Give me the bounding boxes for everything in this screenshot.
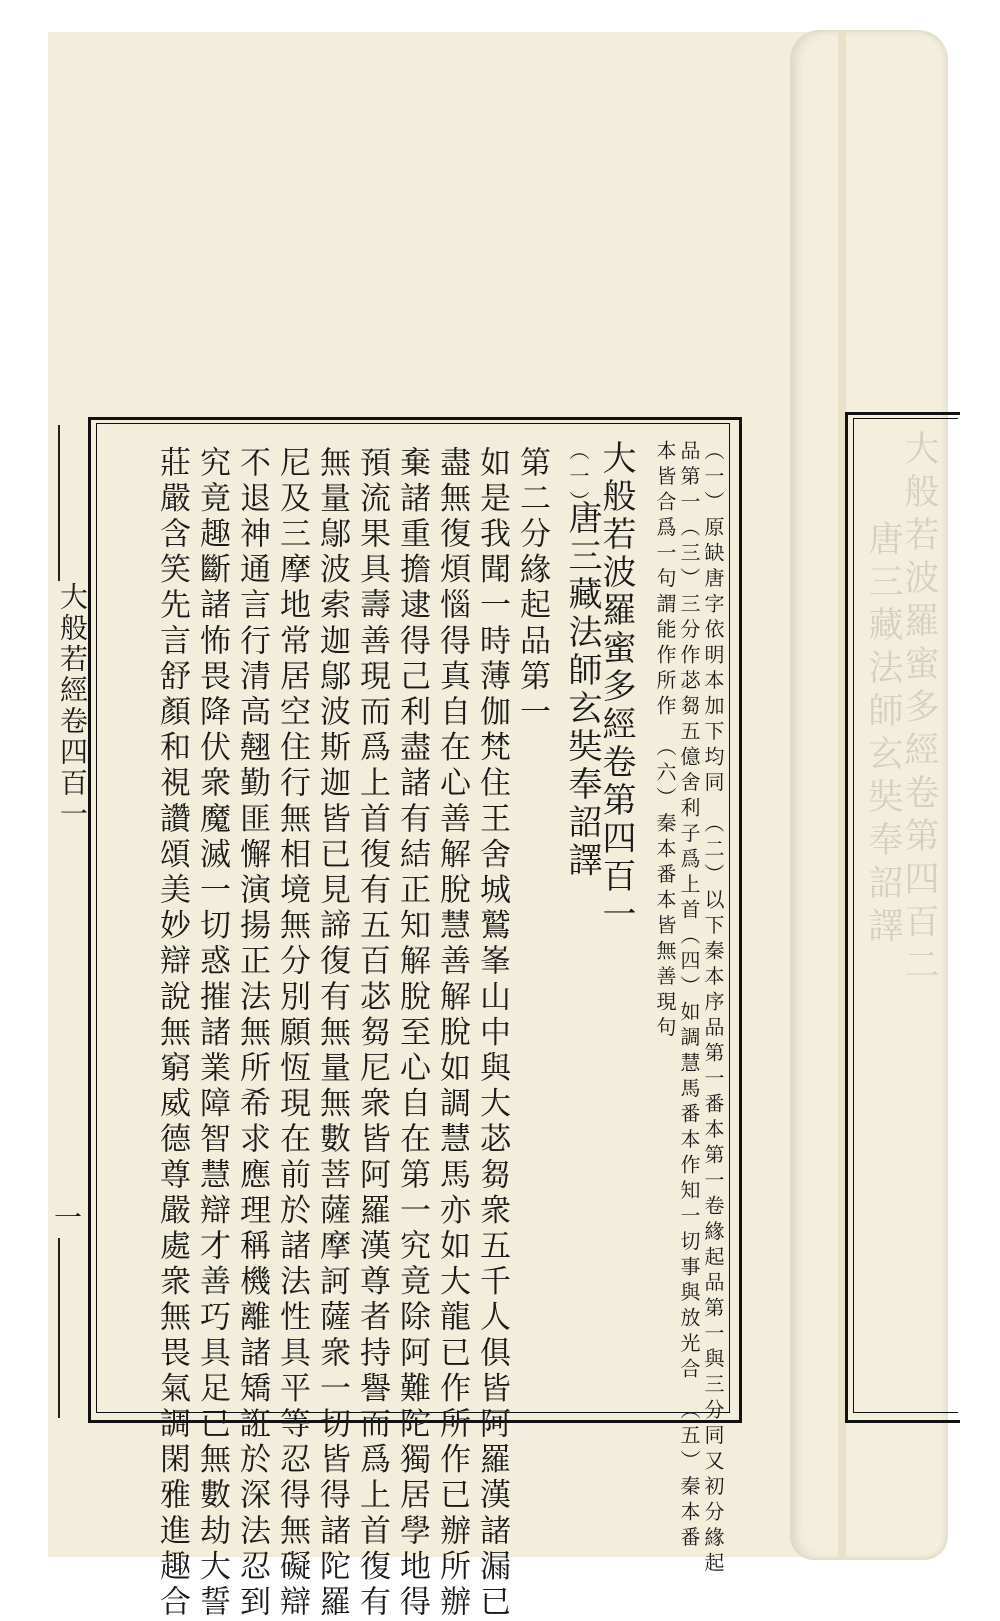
fold-edge-top — [48, 425, 60, 581]
banxin-leaf-number: 一 — [54, 1201, 83, 1234]
note-column-2: 品第一（三）三分作苾芻五億舍利子爲上首（四）如調慧馬番本作知一切事與放光合 （五）秦本番 — [677, 440, 701, 1552]
body-column-2: 盡無復煩惱得真自在心善解脫慧善解脫如調慧馬亦如大龍已作所作已辦所辦 — [434, 446, 470, 1621]
body-column-3: 棄諸重擔逮得己利盡諸有結正知解脫至心自在第一究竟除阿難陀獨居學地得 — [394, 446, 430, 1621]
body-column-6: 尼及三摩地常居空住行無相境無分別願恆現在前於諸法性具平等忍得無礙辯 — [274, 446, 310, 1621]
translator-line: 唐三藏法師玄奘奉詔譯 — [562, 500, 602, 880]
banxin-title: 大般若經卷四百一 — [56, 582, 89, 830]
chapter-title: 第二分緣起品第一 — [514, 446, 550, 731]
body-column-4: 預流果具壽善現而爲上首復有五百苾芻尼衆皆阿羅漢尊者持譽而爲上首復有 — [354, 446, 390, 1621]
body-column-5: 無量鄔波索迦鄔波斯迦皆已見諦復有無量無數菩薩摩訶薩衆一切皆得諸陀羅 — [314, 446, 350, 1621]
facing-page-show-through-1: 大般若波羅蜜多經卷第四百二 — [899, 430, 939, 989]
body-column-7: 不退神通言行清高翹勤匪懈演揚正法無所希求應理稱機離諸矯誑於深法忍到 — [234, 446, 270, 1621]
note-column-3: 本皆合爲一句謂能作所作 （六）秦本番本皆無善現句 — [653, 440, 677, 1042]
body-column-9: 莊嚴含笑先言舒顏和視讚頌美妙辯說無窮威德尊嚴處衆無畏氣調閑雅進趣合 — [154, 446, 190, 1621]
translator-note-mark: （一） — [566, 440, 590, 517]
scroll-title: 大般若波羅蜜多經卷第四百一 — [596, 440, 636, 934]
body-column-8: 究竟趣斷諸怖畏降伏衆魔滅一切惑摧諸業障智慧辯才善巧具足已無數劫大誓 — [194, 446, 230, 1621]
fold-edge-bottom — [48, 1238, 60, 1418]
facing-page-show-through-2: 唐三藏法師玄奘奉詔譯 — [863, 520, 903, 950]
note-column-1: （一）原缺唐字依明本加下均同 （二）以下秦本序品第一番本第一卷緣起品第一與三分同又初分緣起 — [701, 440, 725, 1578]
body-column-1: 如是我聞一時薄伽梵住王舍城鷲峯山中與大苾芻衆五千人俱皆阿羅漢諸漏已 — [474, 446, 510, 1621]
